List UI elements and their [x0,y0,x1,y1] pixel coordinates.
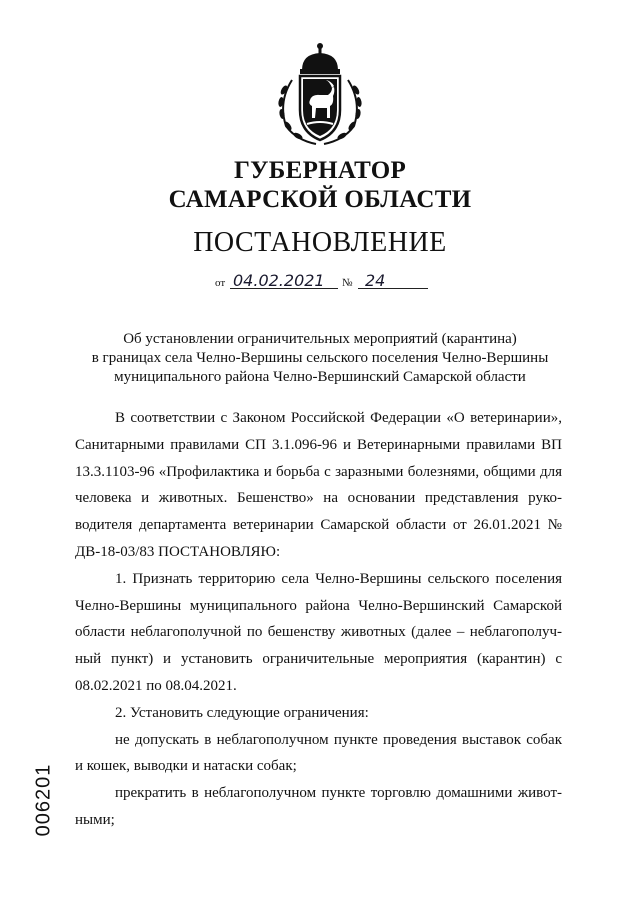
number-value: 24 [365,271,386,290]
date-value: 04.02.2021 [233,271,325,290]
side-serial-number [14,763,74,837]
body-paragraph: прекратить в неблагополучном пункте торговлю домашними животными; [75,785,562,828]
subject-line: Об установлении ограничительных мероприятий (карантина) [123,331,517,347]
body-paragraph: 1. Признать территорию села Челно-Вершины сельского поселения Челно-Вершины муниципального района Челно-Вершинский Самарской области неблагополучной по бешенству животных (далее – неблагополучный пункт) и установить ограничительные мероприятия (карантин) с 08.02.2021 по 08.04.2021. [75,570,562,694]
header-title-governor: ГУБЕРНАТОР [233,157,407,184]
coat-of-arms-emblem [272,40,368,150]
header-title-region: САМАРСКОЙ ОБЛАСТИ [168,186,472,213]
body-paragraph: не допускать в неблагополучном пункте проведения выставок собак и кошек, выводки и натаски собак; [75,731,562,775]
document-body [75,405,562,834]
side-serial-number-text: 006201 [32,763,55,837]
body-paragraph: В соответствии с Законом Российской Федерации «О ветеринарии», Санитарными правилами СП 3.1.096-96 и Ветеринарными правилами ВП 13.3.1103-96 «Профилактика и борьба с заразными болезнями, общими для человека и животных. Бешенство» на основании представления руководителя департамента ветеринарии Самарской области от 26.01.2021 № ДВ-18-03/83 ПОСТАНОВЛЯЮ: [75,410,562,560]
document-subject [60,330,580,387]
subject-line: в границах села Челно-Вершины сельского поселения Челно-Вершины [91,350,549,366]
document-type: ПОСТАНОВЛЕНИЕ [193,227,447,258]
body-paragraph: 2. Установить следующие ограничения: [115,704,369,721]
number-label: № [342,277,353,289]
subject-line: муниципального района Челно-Вершинский Самарской области [114,369,526,385]
date-number-line [215,271,430,293]
date-from-label: от [215,277,226,289]
